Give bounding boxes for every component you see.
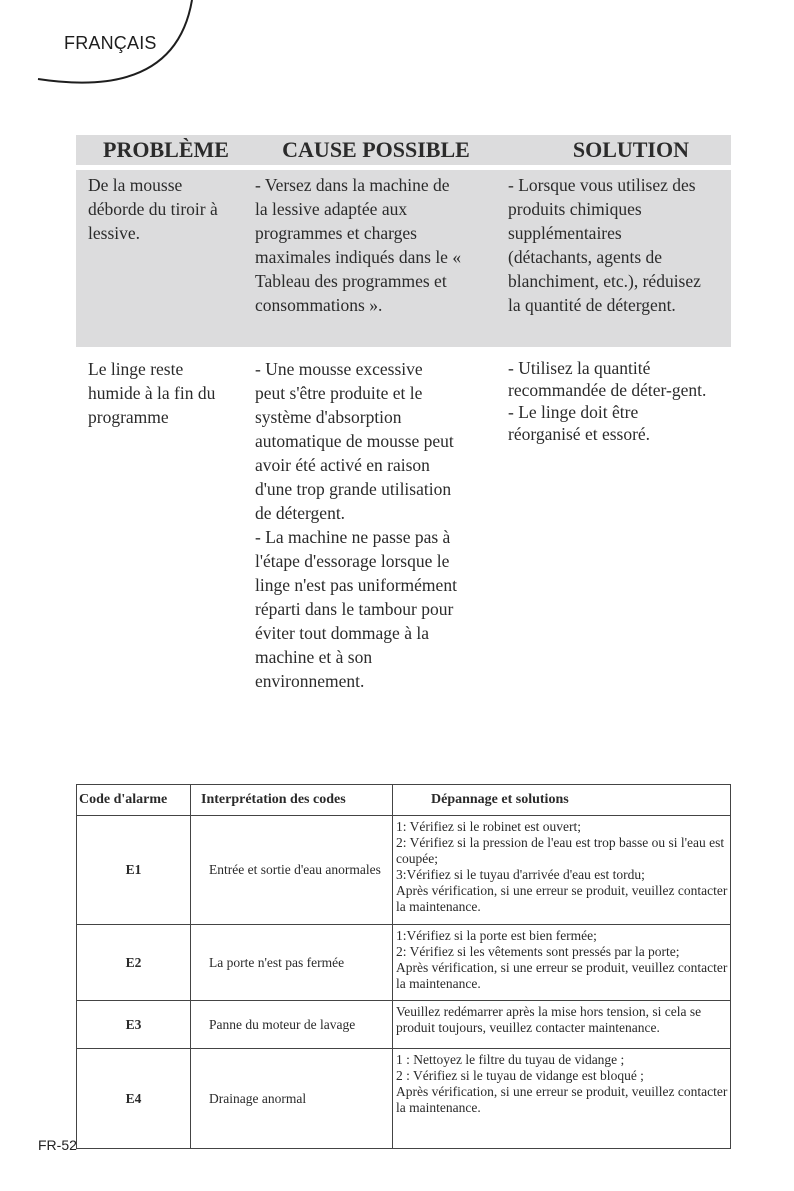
fix-line: 2 : Vérifiez si le tuyau de vidange est bloqué ; — [396, 1068, 644, 1083]
fix-line: Veuillez redémarrer après la mise hors tension, si cela se produit toujours, veuillez contacter maintenance. — [396, 1004, 702, 1035]
language-label: FRANÇAIS — [64, 33, 157, 53]
alarm-row — [77, 816, 731, 925]
alarm-interpretation: La porte n'est pas fermée — [191, 925, 393, 1001]
header-troubleshooting: Dépannage et solutions — [393, 785, 731, 816]
alarm-interpretation: Panne du moteur de lavage — [191, 1001, 393, 1049]
problem-cell: De la mousse déborde du tiroir à lessive. — [88, 175, 218, 243]
alarm-code: E3 — [77, 1001, 191, 1049]
solution-cell — [502, 357, 708, 693]
fix-line: Après vérification, si une erreur se produit, veuillez contacter la maintenance. — [396, 883, 728, 914]
fix-line: 1 : Nettoyez le filtre du tuyau de vidange ; — [396, 1052, 625, 1067]
header-alarm-code: Code d'alarme — [77, 785, 191, 816]
troubleshooting-row — [76, 355, 731, 693]
alarm-code: E1 — [77, 816, 191, 925]
cause-paragraph: - La machine ne passe pas à l'étape d'essorage lorsque le linge n'est pas uniformément réparti dans le tambour pour éviter tout dommage à la machine et à son environnement. — [255, 527, 457, 691]
troubleshooting-row — [76, 170, 731, 347]
problem-cell: Le linge reste humide à la fin du programme — [88, 359, 216, 427]
fix-line: Après vérification, si une erreur se produit, veuillez contacter la maintenance. — [396, 1084, 728, 1115]
header-probleme: PROBLÈME — [103, 137, 229, 162]
fix-line: Après vérification, si une erreur se produit, veuillez contacter la maintenance. — [396, 960, 728, 991]
fix-line: 3:Vérifiez si le tuyau d'arrivée d'eau est tordu; — [396, 867, 645, 882]
cause-paragraph: - Une mousse excessive peut s'être produite et le système d'absorption automatique de mousse peut avoir été activé en raison d'une trop grande utilisation de détergent. — [255, 359, 454, 523]
alarm-table-header-row — [77, 785, 731, 816]
page-number: FR-52 — [38, 1137, 77, 1153]
alarm-interpretation: Drainage anormal — [191, 1049, 393, 1149]
solution-paragraph: - Utilisez la quantité recommandée de déter-gent. — [508, 358, 707, 400]
alarm-interpretation: Entrée et sortie d'eau anormales — [191, 816, 393, 925]
cause-cell — [250, 357, 457, 693]
alarm-row — [77, 1049, 731, 1149]
header-cause: CAUSE POSSIBLE — [282, 137, 470, 162]
cause-cell: - Versez dans la machine de la lessive adaptée aux programmes et charges maximales indiqués dans le « Tableau des programmes et consommations ». — [255, 175, 462, 315]
alarm-fixes — [393, 816, 731, 925]
alarm-row — [77, 925, 731, 1001]
alarm-row — [77, 1001, 731, 1049]
fix-line: 2: Vérifiez si les vêtements sont pressés par la porte; — [396, 944, 680, 959]
alarm-code-table — [76, 784, 731, 1149]
troubleshooting-table — [76, 135, 731, 693]
fix-line: 2: Vérifiez si la pression de l'eau est trop basse ou si l'eau est coupée; — [396, 835, 725, 866]
troubleshooting-header — [76, 135, 731, 165]
alarm-fixes — [393, 925, 731, 1001]
header-interpretation: Interprétation des codes — [191, 785, 393, 816]
header-solution: SOLUTION — [572, 137, 689, 162]
solution-cell: - Lorsque vous utilisez des produits chimiques supplémentaires (détachants, agents de blanchiment, etc.), réduisez la quantité de détergent. — [508, 175, 701, 315]
fix-line: 1: Vérifiez si le robinet est ouvert; — [396, 819, 581, 834]
alarm-fixes — [393, 1001, 731, 1049]
alarm-code: E2 — [77, 925, 191, 1001]
fix-line: 1:Vérifiez si la porte est bien fermée; — [396, 928, 597, 943]
alarm-code: E4 — [77, 1049, 191, 1149]
alarm-fixes — [393, 1049, 731, 1149]
solution-paragraph: - Le linge doit être réorganisé et essoré. — [508, 402, 651, 444]
